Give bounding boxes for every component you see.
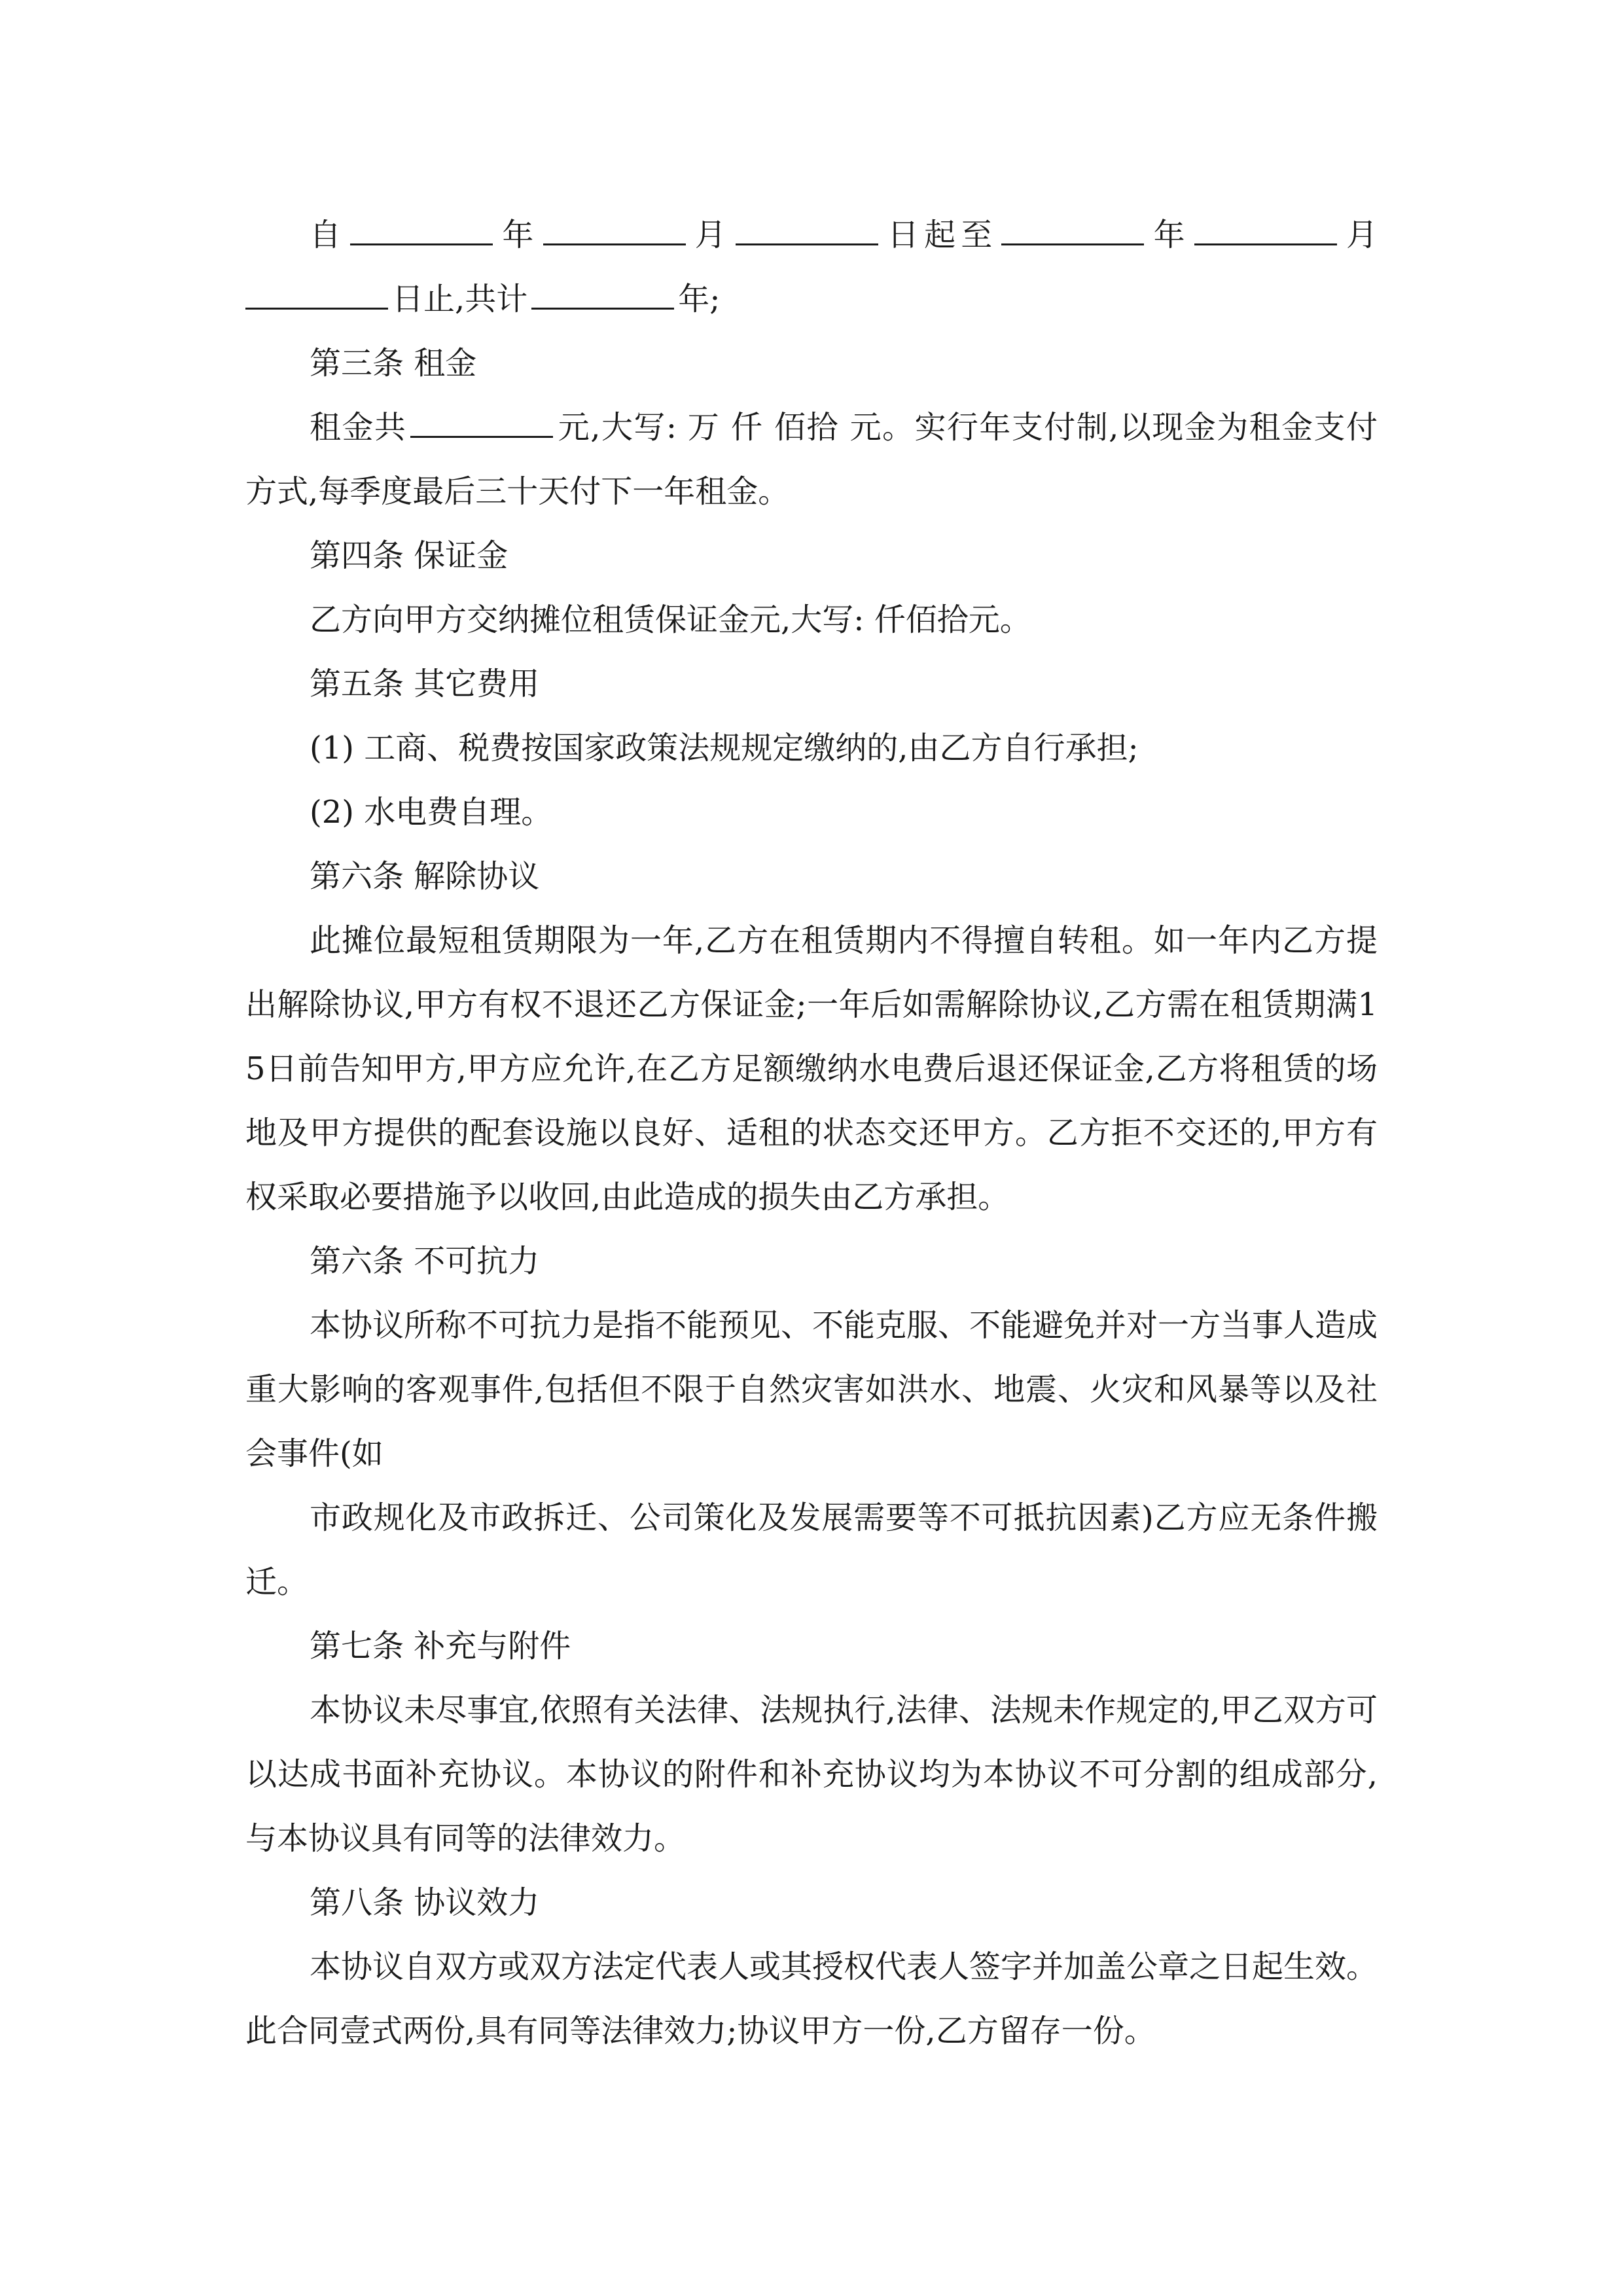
article-7-heading: 第七条 补充与附件 — [310, 1628, 571, 1664]
rent-prefix: 租金共 — [310, 409, 407, 446]
start-year-blank — [350, 204, 493, 245]
article-3-heading: 第三条 租金 — [310, 345, 477, 382]
article-4-heading: 第四条 保证金 — [310, 537, 508, 574]
year-label: 年 — [497, 217, 539, 253]
article-6-force-majeure-body-1: 本协议所称不可抗力是指不能预见、不能克服、不能避免并对一方当事人造成重大影响的客观事件,包括但不限于自然灾害如洪水、地震、火灾和风暴等以及社会事件(如 — [245, 1307, 1378, 1472]
end-month-blank — [1194, 204, 1337, 245]
article-6-termination-body: 此摊位最短租赁期限为一年,乙方在租赁期内不得擅自转租。如一年内乙方提出解除协议,甲方有权不退还乙方保证金;一年后如需解除协议,乙方需在租赁期满15日前告知甲方,甲方应允许,在乙方足额缴纳水电费后退还保证金,乙方将租赁的场地及甲方提供的配套设施以良好、适租的状态交还甲方。乙方拒不交还的,甲方有权采取必要措施予以收回,由此造成的损失由乙方承担。 — [245, 922, 1378, 1215]
contract-page — [245, 203, 1378, 2063]
day-end-total-label: 日止,共计 — [392, 281, 528, 317]
article-6-termination-heading: 第六条 解除协议 — [310, 858, 540, 895]
end-year-blank — [1001, 204, 1144, 245]
article-3-body — [245, 395, 1378, 524]
end-day-blank — [245, 268, 388, 310]
article-7-body: 本协议未尽事宜,依照有关法律、法规执行,法律、法规未作规定的,甲乙双方可以达成书面补充协议。本协议的附件和补充协议均为本协议不可分割的组成部分,与本协议具有同等的法律效力。 — [245, 1692, 1378, 1857]
start-month-blank — [543, 204, 686, 245]
article-8-body: 本协议自双方或双方法定代表人或其授权代表人签字并加盖公章之日起生效。此合同壹式两份,具有同等法律效力;协议甲方一份,乙方留存一份。 — [245, 1948, 1378, 2049]
month-label: 月 — [1340, 217, 1378, 253]
years-label: 年; — [678, 281, 721, 317]
article-4-body: 乙方向甲方交纳摊位租赁保证金元,大写: 仟佰拾元。 — [310, 601, 1031, 638]
day-to-label: 日起至 — [882, 217, 998, 253]
from-label: 自 — [310, 217, 347, 253]
lease-period-paragraph — [245, 203, 1378, 331]
total-years-blank — [531, 268, 674, 310]
article-6-force-majeure-heading: 第六条 不可抗力 — [310, 1243, 540, 1280]
article-6-force-majeure-body-2: 市政规化及市政拆迁、公司策化及发展需要等不可抵抗因素)乙方应无条件搬迁。 — [245, 1499, 1378, 1600]
year-label: 年 — [1148, 217, 1190, 253]
rent-suffix: 元,大写: 万 仟 佰拾 元。实行年支付制,以现金为租金支付方式,每季度最后三十天付下一年租金。 — [245, 409, 1378, 510]
month-label: 月 — [689, 217, 732, 253]
article-5-item-1: (1) 工商、税费按国家政策法规规定缴纳的,由乙方自行承担; — [310, 730, 1139, 766]
article-8-heading: 第八条 协议效力 — [310, 1884, 540, 1921]
start-day-blank — [736, 204, 878, 245]
rent-amount-blank — [410, 397, 553, 438]
article-5-item-2: (2) 水电费自理。 — [310, 794, 553, 831]
article-5-heading: 第五条 其它费用 — [310, 666, 540, 702]
